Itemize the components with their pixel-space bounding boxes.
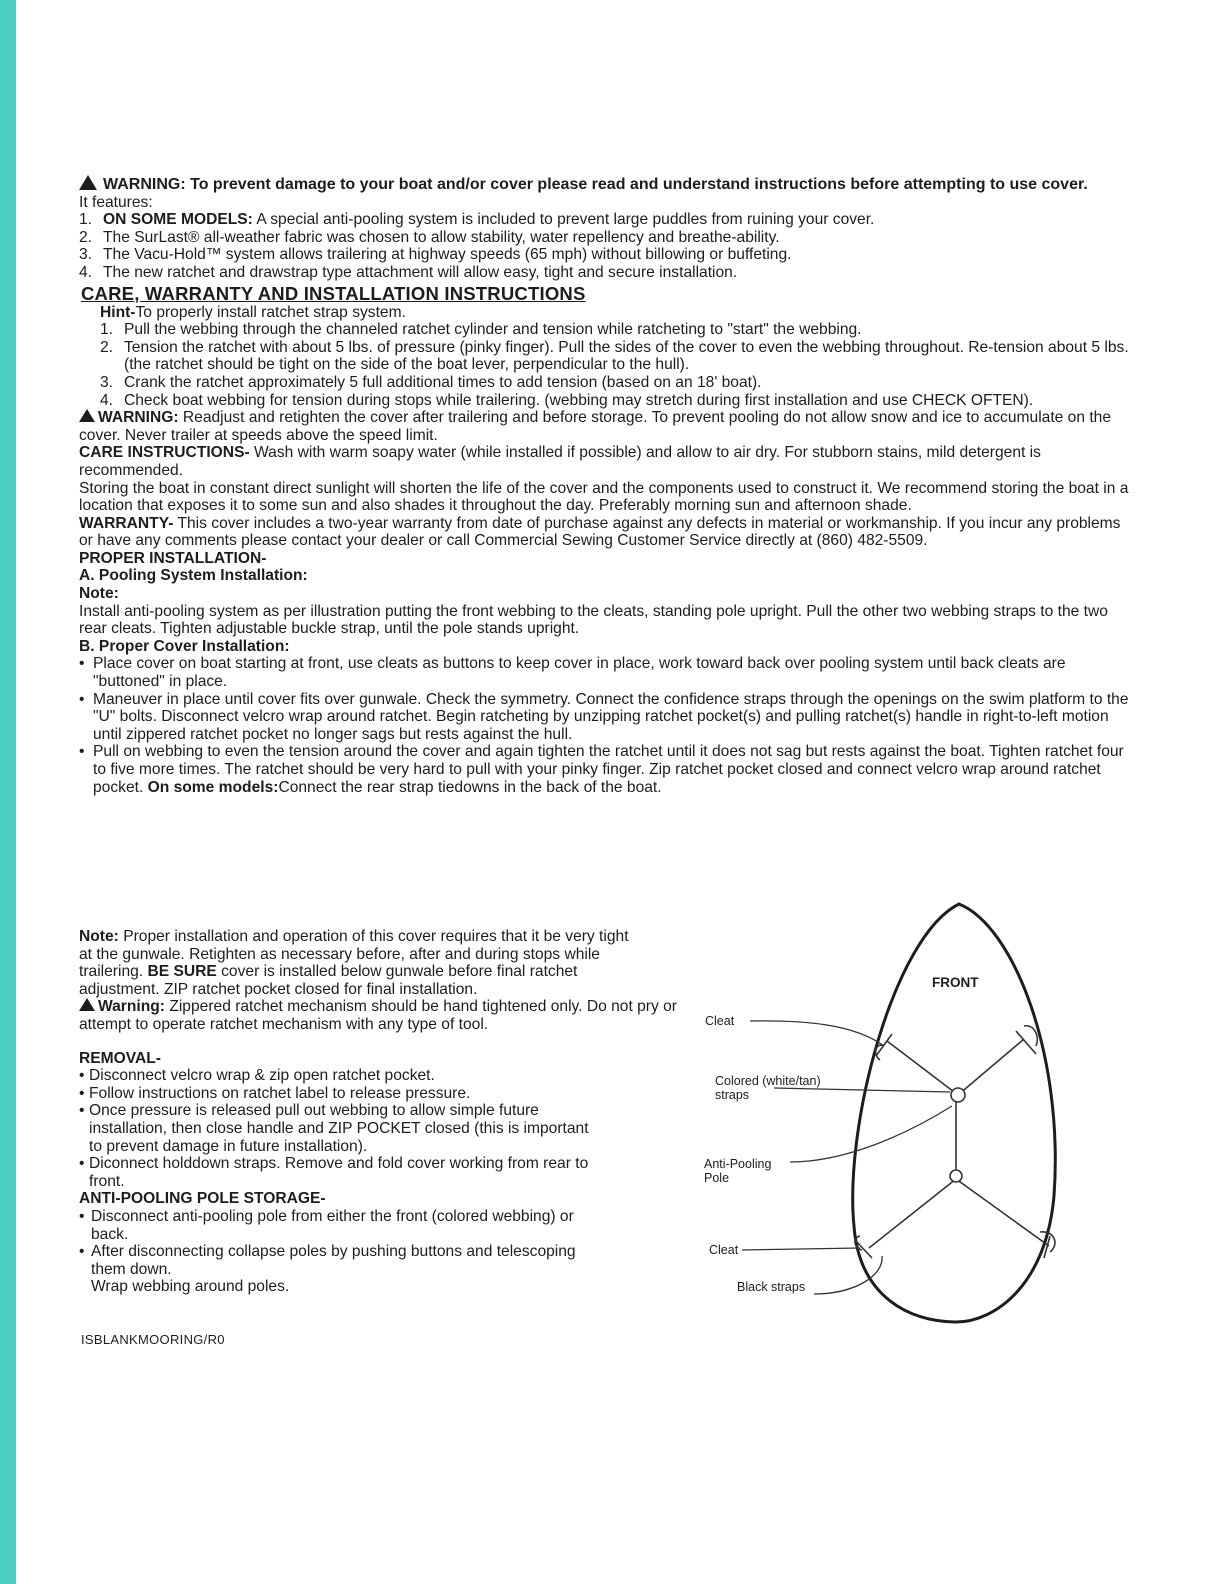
step-text: Pull the webbing through the channeled ratchet cylinder and tension while ratcheting to "start" the webbing.: [124, 321, 862, 339]
storage-text: After disconnecting collapse poles by pushing buttons and telescoping them down.: [91, 1243, 576, 1278]
warranty-paragraph: WARRANTY- This cover includes a two-year warranty from date of purchase against any defects in material or workmanship. If you incur any problems or have any comments please contact your dealer or call Commercial Sewing Customer Service directly at (860) 482-5509.: [79, 514, 1121, 550]
bullet-body: Maneuver in place until cover fits over gunwale. Check the symmetry. Connect the confidence straps through the openings on the swim platform to the "U" bolts. Disconnect velcro wrap around ratchet. Begin ratcheting by unzipping ratchet pocket(s) and pulling ratchet(s) handle in right-to-left motion until zippered ratchet pocket no longer sags but rests against the hull.: [93, 690, 1129, 743]
pole-storage-heading: ANTI-POOLING POLE STORAGE-: [79, 1190, 326, 1208]
cover-bullet: [79, 743, 1135, 796]
feature-number: 4.: [79, 263, 93, 281]
feature-bold: ON SOME MODELS:: [103, 211, 253, 229]
warning-zippered: Warning: Zippered ratchet mechanism should be hand tightened only. Do not pry or attempt to operate ratchet mechanism with any type of tool.: [79, 998, 677, 1033]
pole-label-1: Anti-Pooling: [704, 1157, 772, 1171]
boat-cover-diagram: [694, 896, 1154, 1336]
step-text: Check boat webbing for tension during stops while trailering. (webbing may stretch during first installation and use CHECK OFTEN).: [124, 391, 1034, 409]
feature-text: [103, 211, 874, 229]
feature-body: The new ratchet and drawstrap type attachment will allow easy, tight and secure installation.: [103, 263, 738, 281]
colored-strap-left: [887, 1041, 958, 1095]
feature-body: The SurLast® all-weather fabric was chosen to allow stability, water repellency and breathe-ability.: [103, 228, 780, 246]
cover-bullet: [79, 691, 1135, 744]
pole-bottom-ring: [950, 1170, 962, 1182]
bullet-bold: On some models:: [147, 778, 279, 796]
warning-heading: WARNING: To prevent damage to your boat and/or cover please read and understand instructions before attempting to use cover.: [79, 174, 1135, 194]
bullet-dot: •: [79, 1155, 85, 1173]
ratchet-steps: [79, 321, 1135, 409]
ratchet-step: [79, 339, 1135, 374]
feature-body: The Vacu-Hold™ system allows trailering at highway speeds (65 mph) without billowing or buffeting.: [103, 246, 792, 264]
bullet-dot: •: [79, 1084, 85, 1102]
removal-heading: REMOVAL-: [79, 1049, 162, 1067]
removal-item: [79, 1085, 599, 1103]
boat-outline: [853, 904, 1056, 1322]
instructions-body: [79, 174, 1135, 796]
storage-text: Disconnect anti-pooling pole from either the front (colored webbing) or back.: [91, 1207, 574, 1243]
warning-triangle-icon: [79, 998, 95, 1011]
bullet-dot: •: [79, 1067, 85, 1085]
step-text: Crank the ratchet approximately 5 full additional times to add tension (based on an 18' boat).: [124, 373, 762, 391]
features-list: [79, 211, 1135, 281]
note-gunwale: Note: Proper installation and operation of this cover requires that it be very tight at the gunwale. Retighten as necessary before, after and during stops while trailering. BE SURE cover is installed below gunwale before final ratchet adjustment. ZIP ratchet pocket closed for final installation.: [79, 928, 629, 998]
cover-bullet: [79, 655, 1135, 690]
feature-item: [79, 211, 1135, 229]
removal-item: [79, 1155, 599, 1190]
ratchet-step: [79, 321, 1135, 339]
pooling-system-heading: A. Pooling System Installation:: [79, 567, 308, 585]
storage-item: [79, 1243, 589, 1278]
step-text: Tension the ratchet with about 5 lbs. of pressure (pinky finger). Pull the sides of the cover to even the webbing throughout. Re-tension about 5 lbs. (the ratchet should be tight on the side of the boat lever, perpendicular to the hull).: [124, 338, 1129, 374]
front-label: FRONT: [932, 975, 979, 990]
feature-item: [79, 264, 1135, 282]
cleat-bottom-leader: [742, 1248, 860, 1250]
black-straps-leader: [814, 1256, 882, 1294]
black-strap-right: [956, 1179, 1049, 1246]
bullet-dot: •: [79, 1243, 85, 1261]
cover-installation-heading: B. Proper Cover Installation:: [79, 637, 290, 655]
removal-text: Follow instructions on ratchet label to release pressure.: [89, 1084, 471, 1102]
bullet-dot: •: [79, 655, 85, 673]
note-label: Note:: [79, 585, 119, 603]
removal-text: Diconnect holddown straps. Remove and fold cover working from rear to front.: [89, 1155, 589, 1190]
bullet-dot: •: [79, 1207, 85, 1225]
care-instructions: CARE INSTRUCTIONS- Wash with warm soapy water (while installed if possible) and allow to air dry. For stubborn stains, mild detergent is recommended.: [79, 444, 1041, 479]
warning-triangle-icon: [79, 409, 95, 422]
warning-readjust: WARNING: Readjust and retighten the cover after trailering and before storage. To prevent pooling do not allow snow and ice to accumulate on the cover. Never trailer at speeds above the speed limit.: [79, 409, 1112, 444]
accent-side-bar: [0, 0, 16, 1584]
cleat-top-label: Cleat: [705, 1014, 735, 1028]
step-number: 4.: [100, 391, 114, 409]
feature-number: 3.: [79, 246, 93, 264]
cleat-top-leader: [750, 1021, 884, 1046]
bullet-body: Pull on webbing to even the tension around the cover and again tighten the ratchet until it does not sag but rests against the boat. Tighten ratchet four to five more times. The ratchet should be very hard to pull with your pinky finger. Zip ratchet pocket closed and connect velcro wrap around ratchet pocket.: [93, 743, 1124, 796]
bullet-tail: Connect the rear strap tiedowns in the back of the boat.: [278, 778, 662, 796]
cover-bullet-text: [93, 743, 1135, 796]
black-strap-left: [869, 1179, 956, 1248]
ratchet-step: [79, 392, 1135, 410]
cover-bullets: [79, 655, 1135, 796]
storage-item: [79, 1208, 589, 1243]
cleat-bottom-label: Cleat: [709, 1243, 739, 1257]
step-number: 2.: [100, 338, 114, 356]
colored-straps-label-2: straps: [715, 1088, 750, 1102]
storing-paragraph: Storing the boat in constant direct sunlight will shorten the life of the cover and the components used to construct it. We recommend storing the boat in a location that exposes it to some sun and also shades it throughout the day. Preferably morning sun and afternoon shade.: [79, 479, 1129, 515]
feature-item: [79, 229, 1135, 247]
step-number: 3.: [100, 373, 114, 391]
care-warranty-title: CARE, WARRANTY AND INSTALLATION INSTRUCTIONS: [81, 282, 586, 304]
step-number: 1.: [100, 321, 114, 339]
removal-list: [79, 1067, 599, 1190]
pole-leader: [790, 1106, 952, 1162]
feature-body: A special anti-pooling system is included to prevent large puddles from ruining your cover.: [252, 211, 875, 229]
feature-text: [103, 246, 791, 264]
pole-top-ring: [951, 1088, 965, 1102]
colored-straps-leader: [774, 1088, 950, 1092]
feature-text: [103, 229, 780, 247]
document-code: ISBLANKMOORING/R0: [81, 1332, 225, 1347]
ratchet-step: [79, 374, 1135, 392]
pole-label-2: Pole: [704, 1171, 730, 1185]
removal-text: Disconnect velcro wrap & zip open ratchet pocket.: [89, 1067, 435, 1085]
colored-strap-right: [958, 1039, 1024, 1095]
warning-triangle-icon: [79, 175, 97, 190]
cover-bullet-text: [93, 691, 1135, 744]
feature-item: [79, 246, 1135, 264]
black-straps-label: Black straps: [737, 1280, 806, 1294]
cover-bullet-text: [93, 655, 1135, 690]
proper-installation-heading: PROPER INSTALLATION-: [79, 549, 267, 567]
cleat-top-right-icon: [1016, 1026, 1037, 1054]
bullet-body: Place cover on boat starting at front, use cleats as buttons to keep cover in place, work toward back over pooling system until back cleats are "buttoned" in place.: [93, 655, 1066, 691]
bullet-dot: •: [79, 690, 85, 708]
colored-straps-label-1: Colored (white/tan): [715, 1074, 821, 1088]
bullet-dot: •: [79, 1102, 85, 1120]
lower-left-column: [79, 928, 699, 1296]
feature-number: 1.: [79, 211, 93, 229]
feature-number: 2.: [79, 228, 93, 246]
removal-item: [79, 1102, 599, 1155]
hint-line: Hint-To properly install ratchet strap system.: [100, 303, 406, 321]
bullet-dot: •: [79, 743, 85, 761]
pooling-paragraph: Install anti-pooling system as per illustration putting the front webbing to the cleats, standing pole upright. Pull the other two webbing straps to the two rear cleats. Tighten adjustable buckle strap, until the pole stands upright.: [79, 602, 1108, 638]
features-label: It features:: [79, 193, 153, 211]
removal-item: [79, 1067, 599, 1085]
removal-text: Once pressure is released pull out webbing to allow simple future installation, then close handle and ZIP POCKET closed (this is important to prevent damage in future installation).: [89, 1102, 589, 1155]
storage-tail: Wrap webbing around poles.: [91, 1278, 290, 1296]
feature-text: [103, 264, 737, 282]
storage-list: [79, 1208, 589, 1278]
